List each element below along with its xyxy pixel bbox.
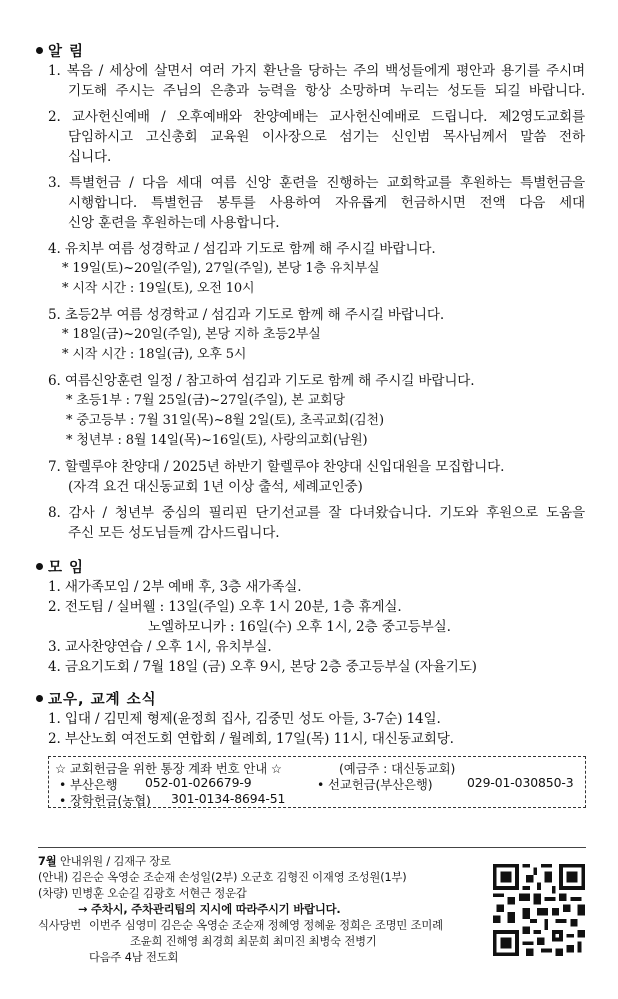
news-2: 2. 부산노회 여전도회 연합회 / 월례회, 17일(목) 11시, 대신동교회당. (48, 731, 454, 747)
month-label: 7월 (38, 855, 57, 868)
committee-line (38, 853, 171, 869)
news-title: 교우, 교계 소식 (48, 692, 157, 708)
qr-code-icon[interactable] (493, 864, 585, 956)
mission-offering-label: • 선교헌금(부산은행) (317, 777, 433, 792)
meeting-4: 4. 금요기도회 / 7월 18일 (금) 오후 9시, 본당 2층 중고등부실 (자율기도) (48, 659, 477, 675)
meetings-heading (36, 556, 84, 577)
account-title: ☆ 교회헌금을 위한 통장 계좌 번호 안내 ☆ (55, 761, 282, 776)
meal-duty-this-week-2: 조윤희 진해영 최경희 최문희 최미진 최병숙 전병기 (130, 935, 377, 948)
notice-6-line-3: * 중고등부 : 7월 31일(목)~8월 2일(토), 초곡교회(김천) (66, 413, 384, 428)
notice-5-line-1: 5. 초등2부 여름 성경학교 / 섬김과 기도로 함께 해 주시길 바랍니다. (48, 307, 445, 323)
notice-7-line-2: (자격 요건 대신동교회 1년 이상 출석, 세례교인중) (68, 479, 363, 495)
guide-line: (안내) 김은순 옥영순 조순재 손성일(2부) 오군호 김형진 이재영 조성원(1부) (38, 871, 407, 884)
notice-2-line-3: 십니다. (68, 149, 112, 165)
notice-1-line-2: 기도해 주시는 주님의 은총과 능력을 항상 소망하며 누리는 성도들 되길 바랍니다. (68, 83, 585, 99)
notice-6-line-1: 6. 여름신앙훈련 일정 / 참고하여 섬김과 기도로 함께 해 주시길 바랍니다. (48, 373, 475, 389)
parking-line: (차량) 민병훈 오순길 김광호 서현근 정운갑 (38, 887, 247, 900)
account-holder: (예금주 : 대신동교회) (339, 761, 456, 776)
footer-divider (38, 847, 586, 848)
bullet-icon (36, 47, 43, 54)
notice-8-line-2: 주신 모든 성도님들께 감사드립니다. (68, 525, 280, 541)
news-1: 1. 입대 / 김민제 형제(윤정희 집사, 김중민 성도 아들, 3-7순) 14일. (48, 711, 441, 727)
meal-duty-this-week: 이번주 심영미 김은순 옥영순 조순재 정혜영 정혜윤 정희은 조명민 조미례 (89, 919, 443, 932)
notice-1-line-1: 1. 복음 / 세상에 살면서 여러 가지 환난을 당하는 주의 백성들에게 평안과 용기를 주시며 (48, 63, 585, 79)
notice-6-line-2: * 초등1부 : 7월 25일(금)~27일(주일), 본 교회당 (66, 393, 345, 408)
notice-4-line-2: * 19일(토)~20일(주일), 27일(주일), 본당 1층 유치부실 (62, 261, 380, 276)
news-heading (36, 688, 157, 709)
notices-title: 알 림 (48, 44, 85, 60)
meal-duty-label: 식사당번 (38, 919, 82, 932)
meeting-1: 1. 새가족모임 / 2부 예배 후, 3층 새가족실. (48, 579, 302, 595)
parking-note: → 주차시, 주차관리팀의 지시에 따라주시기 바랍니다. (78, 903, 341, 916)
notice-2-line-1: 2. 교사헌신예배 / 오후예배와 찬양예배는 교사헌신예배로 드립니다. 제2영도교회를 (48, 109, 585, 125)
notice-2-line-2: 담임하시고 고신총회 교육원 이사장으로 섬기는 신인범 목사님께서 말씀 전하 (68, 129, 585, 145)
meeting-2-sub: 노엘하모니카 : 16일(수) 오후 1시, 2층 중고등부실. (148, 619, 451, 635)
account-info-box (48, 756, 586, 808)
meeting-2: 2. 전도팀 / 실버웰 : 13일(주일) 오후 1시 20분, 1층 휴게실. (48, 599, 402, 615)
notice-4-line-3: * 시작 시간 : 19일(토), 오전 10시 (62, 281, 255, 296)
meetings-title: 모 임 (48, 560, 85, 576)
notice-4-line-1: 4. 유치부 여름 성경학교 / 섬김과 기도로 함께 해 주시길 바랍니다. (48, 241, 436, 257)
scholarship-offering-number: 301-0134-8694-51 (171, 791, 286, 806)
notice-6-line-4: * 청년부 : 8월 14일(목)~16일(토), 사랑의교회(남원) (66, 433, 368, 448)
mission-offering-number: 029-01-030850-3 (467, 775, 574, 790)
busan-bank-number: 052-01-026679-9 (145, 775, 252, 790)
bullet-icon (36, 695, 43, 702)
notice-3-line-1: 3. 특별헌금 / 다음 세대 여름 신앙 훈련을 진행하는 교회학교를 후원하는 특별헌금을 (48, 175, 585, 191)
notice-8-line-1: 8. 감사 / 청년부 중심의 필리핀 단기선교를 잘 다녀왔습니다. 기도와 후원으로 도움을 (48, 505, 585, 521)
notice-5-line-2: * 18일(금)~20일(주일), 본당 지하 초등2부실 (62, 327, 321, 342)
notice-3-line-3: 신앙 훈련을 후원하는데 사용합니다. (68, 215, 280, 231)
bullet-icon (36, 563, 43, 570)
meal-duty-next-week: 다음주 4남 전도회 (89, 951, 179, 964)
notice-5-line-3: * 시작 시간 : 18일(금), 오후 5시 (62, 347, 247, 362)
notice-3-line-2: 시행합니다. 특별헌금 봉투를 사용하여 자유롭게 헌금하시면 전액 다음 세대 (68, 195, 585, 211)
scholarship-offering-label: • 장학헌금(농협) (59, 793, 151, 808)
notices-heading (36, 40, 84, 61)
committee-text: 안내위원 / 김재구 장로 (59, 855, 171, 868)
busan-bank-label: • 부산은행 (59, 777, 118, 792)
notice-7-line-1: 7. 할렐루야 찬양대 / 2025년 하반기 할렐루야 찬양대 신입대원을 모집합니다. (48, 459, 505, 475)
meeting-3: 3. 교사찬양연습 / 오후 1시, 유치부실. (48, 639, 272, 655)
